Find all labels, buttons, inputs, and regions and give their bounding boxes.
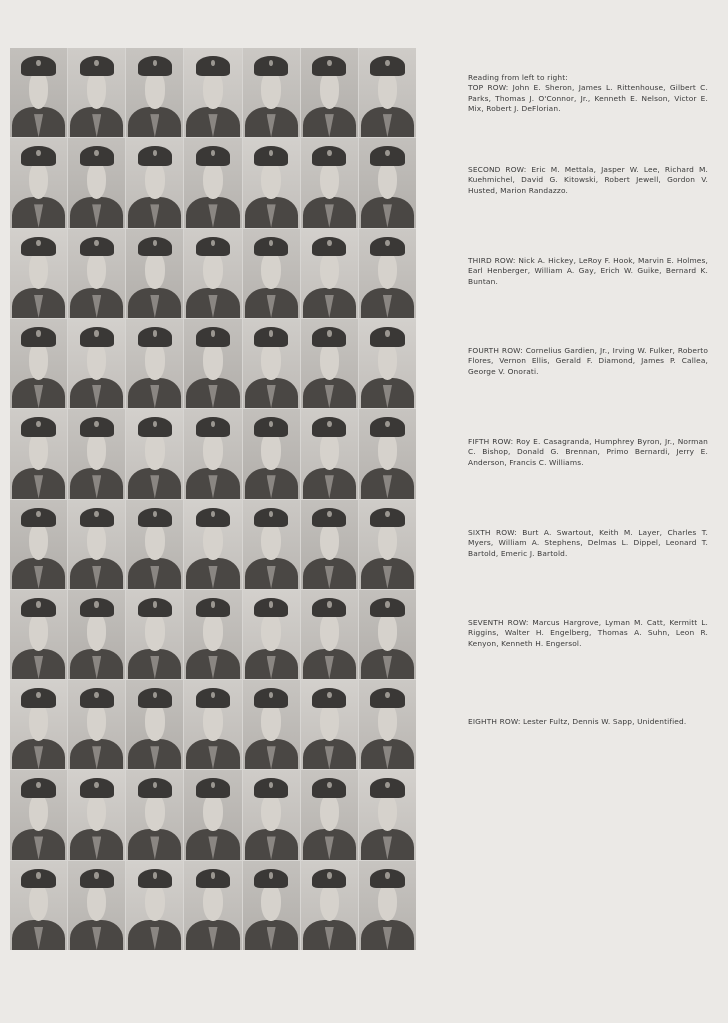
portrait-photo <box>126 500 183 589</box>
portrait-cap <box>312 688 346 708</box>
caption-text: FOURTH ROW: Cornelius Gardien, Jr., Irving W. Fulker, Roberto Flores, Vernon Ellis, Gerald F. Diamond, James P. Callea, George V. Onorati. <box>468 346 708 376</box>
portrait-face <box>87 162 106 200</box>
portrait-photo <box>68 138 125 227</box>
caption-eighth-row <box>468 717 708 727</box>
portrait-face <box>261 523 280 561</box>
caption-text: FIFTH ROW: Roy E. Casagranda, Humphrey Byron, Jr., Norman C. Bishop, Donald G. Brennan, Primo Bernardi, Jerry E. Anderson, Francis C. Williams. <box>468 437 708 467</box>
portrait-face <box>203 523 222 561</box>
portrait-photo <box>68 319 125 408</box>
portrait-face <box>320 523 339 561</box>
portrait-face <box>87 71 106 109</box>
portrait-photo <box>243 319 300 408</box>
caption-fifth-row <box>468 437 708 468</box>
portrait-photo <box>184 861 241 950</box>
portrait-photo <box>10 680 67 769</box>
portrait-face <box>29 523 48 561</box>
portrait-face <box>29 432 48 470</box>
portrait-photo <box>359 409 416 498</box>
portrait-face <box>29 794 48 832</box>
portrait-face <box>320 432 339 470</box>
portrait-photo <box>359 319 416 408</box>
portrait-face <box>145 703 164 741</box>
caption-intro: Reading from left to right: <box>468 73 568 82</box>
portrait-photo <box>126 409 183 498</box>
portrait-badge <box>327 511 332 517</box>
portrait-face <box>29 884 48 922</box>
portrait-photo <box>10 48 67 137</box>
portrait-cap <box>80 56 114 76</box>
portrait-badge <box>327 872 332 878</box>
portrait-badge <box>36 692 41 698</box>
portrait-face <box>87 432 106 470</box>
portrait-badge <box>211 872 216 878</box>
portrait-photo <box>359 770 416 859</box>
portrait-badge <box>385 601 390 607</box>
portrait-photo <box>126 138 183 227</box>
portrait-face <box>87 703 106 741</box>
portrait-badge <box>327 782 332 788</box>
portrait-badge <box>385 330 390 336</box>
portrait-face <box>87 523 106 561</box>
caption-text: SEVENTH ROW: Marcus Hargrove, Lyman M. Catt, Kermitt L. Riggins, Walter H. Engelberg, Thomas A. Suhn, Leon R. Kenyon, Kenneth H. Engersol. <box>468 618 708 648</box>
portrait-badge <box>385 60 390 66</box>
portrait-badge <box>269 872 274 878</box>
portrait-grid <box>10 48 416 950</box>
portrait-photo <box>243 770 300 859</box>
portrait-face <box>320 884 339 922</box>
portrait-cap <box>138 56 172 76</box>
portrait-photo <box>359 48 416 137</box>
portrait-face <box>378 613 397 651</box>
portrait-face <box>378 703 397 741</box>
portrait-photo <box>10 409 67 498</box>
portrait-badge <box>327 150 332 156</box>
portrait-badge <box>153 330 158 336</box>
portrait-badge <box>94 601 99 607</box>
portrait-face <box>145 523 164 561</box>
portrait-photo <box>301 138 358 227</box>
portrait-photo <box>68 229 125 318</box>
portrait-face <box>261 794 280 832</box>
portrait-badge <box>327 421 332 427</box>
portrait-face <box>203 342 222 380</box>
portrait-face <box>145 432 164 470</box>
caption-text: SECOND ROW: Eric M. Mettala, Jasper W. Lee, Richard M. Kuehmichel, David G. Kitowski, Robert Jewell, Gordon V. Husted, Marion Randazzo. <box>468 165 708 195</box>
portrait-photo <box>10 590 67 679</box>
portrait-badge <box>153 692 158 698</box>
portrait-photo <box>301 48 358 137</box>
portrait-photo <box>243 590 300 679</box>
portrait-face <box>261 71 280 109</box>
portrait-cap <box>196 56 230 76</box>
portrait-face <box>261 703 280 741</box>
portrait-face <box>261 432 280 470</box>
portrait-photo <box>126 48 183 137</box>
portrait-photo <box>68 590 125 679</box>
portrait-photo <box>301 500 358 589</box>
portrait-badge <box>36 60 41 66</box>
portrait-photo <box>68 409 125 498</box>
portrait-photo <box>359 138 416 227</box>
portrait-photo <box>10 319 67 408</box>
portrait-photo <box>243 861 300 950</box>
portrait-photo <box>184 770 241 859</box>
portrait-badge <box>36 872 41 878</box>
portrait-face <box>203 794 222 832</box>
portrait-face <box>87 613 106 651</box>
portrait-badge <box>153 601 158 607</box>
portrait-face <box>87 794 106 832</box>
portrait-badge <box>94 421 99 427</box>
caption-second-row <box>468 165 708 196</box>
portrait-face <box>320 252 339 290</box>
portrait-badge <box>153 421 158 427</box>
portrait-face <box>29 252 48 290</box>
portrait-photo <box>10 861 67 950</box>
caption-text: SIXTH ROW: Burt A. Swartout, Keith M. Layer, Charles T. Myers, William A. Stephens, Delmas L. Dippel, Leonard T. Bartold, Emeric J. Bartold. <box>468 528 708 558</box>
portrait-photo <box>301 319 358 408</box>
portrait-photo <box>301 229 358 318</box>
portrait-badge <box>385 692 390 698</box>
portrait-face <box>145 162 164 200</box>
portrait-face <box>29 71 48 109</box>
portrait-photo <box>126 229 183 318</box>
portrait-face <box>261 162 280 200</box>
portrait-photo <box>126 319 183 408</box>
portrait-photo <box>184 48 241 137</box>
portrait-badge <box>211 60 216 66</box>
portrait-face <box>378 794 397 832</box>
caption-top-row <box>468 73 708 115</box>
caption-text: THIRD ROW: Nick A. Hickey, LeRoy F. Hook, Marvin E. Holmes, Earl Henberger, William A. Gay, Erich W. Guike, Bernard K. Buntan. <box>468 256 708 286</box>
portrait-badge <box>327 330 332 336</box>
portrait-badge <box>327 601 332 607</box>
portrait-face <box>378 162 397 200</box>
portrait-photo <box>10 229 67 318</box>
portrait-face <box>145 884 164 922</box>
portrait-face <box>87 342 106 380</box>
portrait-face <box>203 613 222 651</box>
portrait-face <box>29 342 48 380</box>
caption-text: EIGHTH ROW: Lester Fultz, Dennis W. Sapp, Unidentified. <box>468 717 687 726</box>
portrait-badge <box>94 60 99 66</box>
portrait-badge <box>36 601 41 607</box>
portrait-badge <box>36 330 41 336</box>
portrait-badge <box>327 240 332 246</box>
portrait-photo <box>359 590 416 679</box>
portrait-photo <box>359 229 416 318</box>
portrait-face <box>261 613 280 651</box>
portrait-photo <box>126 770 183 859</box>
portrait-badge <box>385 511 390 517</box>
caption-third-row <box>468 256 708 287</box>
portrait-face <box>261 342 280 380</box>
portrait-badge <box>94 872 99 878</box>
portrait-face <box>320 613 339 651</box>
portrait-photo <box>359 861 416 950</box>
portrait-face <box>320 162 339 200</box>
portrait-photo <box>184 680 241 769</box>
portrait-badge <box>36 421 41 427</box>
portrait-cap <box>21 56 55 76</box>
portrait-photo <box>359 500 416 589</box>
portrait-face <box>203 703 222 741</box>
portrait-photo <box>243 680 300 769</box>
portrait-photo <box>301 590 358 679</box>
portrait-photo <box>243 48 300 137</box>
portrait-face <box>29 613 48 651</box>
portrait-face <box>203 71 222 109</box>
portrait-face <box>145 252 164 290</box>
portrait-face <box>145 342 164 380</box>
portrait-face <box>203 252 222 290</box>
portrait-photo <box>243 409 300 498</box>
portrait-cap <box>254 56 288 76</box>
portrait-face <box>320 703 339 741</box>
portrait-photo <box>10 500 67 589</box>
portrait-photo <box>68 500 125 589</box>
portrait-face <box>203 432 222 470</box>
portrait-photo <box>126 590 183 679</box>
portrait-face <box>29 162 48 200</box>
portrait-face <box>145 71 164 109</box>
portrait-badge <box>385 240 390 246</box>
portrait-face <box>203 884 222 922</box>
portrait-photo <box>126 680 183 769</box>
caption-sixth-row <box>468 528 708 559</box>
portrait-photo <box>184 138 241 227</box>
portrait-face <box>145 613 164 651</box>
portrait-badge <box>385 150 390 156</box>
portrait-face <box>320 794 339 832</box>
portrait-badge <box>385 872 390 878</box>
portrait-face <box>87 252 106 290</box>
portrait-badge <box>153 60 158 66</box>
portrait-photo <box>301 861 358 950</box>
portrait-photo <box>243 229 300 318</box>
portrait-face <box>261 252 280 290</box>
portrait-photo <box>184 409 241 498</box>
portrait-face <box>320 342 339 380</box>
portrait-face <box>378 252 397 290</box>
portrait-photo <box>301 680 358 769</box>
portrait-badge <box>327 692 332 698</box>
portrait-photo <box>243 500 300 589</box>
portrait-face <box>378 884 397 922</box>
portrait-photo <box>68 680 125 769</box>
caption-seventh-row <box>468 618 708 649</box>
portrait-face <box>378 432 397 470</box>
portrait-face <box>378 523 397 561</box>
portrait-badge <box>385 782 390 788</box>
portrait-photo <box>68 861 125 950</box>
portrait-face <box>378 342 397 380</box>
portrait-photo <box>301 409 358 498</box>
portrait-badge <box>94 692 99 698</box>
portrait-face <box>87 884 106 922</box>
portrait-face <box>320 71 339 109</box>
portrait-badge <box>211 330 216 336</box>
portrait-cap <box>370 56 404 76</box>
portrait-face <box>145 794 164 832</box>
portrait-photo <box>359 680 416 769</box>
portrait-photo <box>184 500 241 589</box>
portrait-photo <box>68 48 125 137</box>
caption-fourth-row <box>468 346 708 377</box>
portrait-photo <box>10 770 67 859</box>
portrait-face <box>29 703 48 741</box>
portrait-photo <box>10 138 67 227</box>
portrait-photo <box>243 138 300 227</box>
portrait-photo <box>184 229 241 318</box>
portrait-face <box>378 71 397 109</box>
portrait-badge <box>153 872 158 878</box>
portrait-face <box>203 162 222 200</box>
portrait-cap <box>312 56 346 76</box>
portrait-photo <box>184 319 241 408</box>
portrait-photo <box>68 770 125 859</box>
portrait-photo <box>126 861 183 950</box>
portrait-face <box>261 884 280 922</box>
portrait-photo <box>301 770 358 859</box>
portrait-badge <box>94 330 99 336</box>
portrait-badge <box>327 60 332 66</box>
portrait-badge <box>36 782 41 788</box>
portrait-badge <box>211 601 216 607</box>
caption-text: TOP ROW: John E. Sheron, James L. Rittenhouse, Gilbert C. Parks, Thomas J. O'Connor, Jr., Kenneth E. Nelson, Victor E. Mix, Robert J. DeFlorian. <box>468 83 708 114</box>
portrait-badge <box>385 421 390 427</box>
portrait-photo <box>184 590 241 679</box>
portrait-badge <box>36 150 41 156</box>
